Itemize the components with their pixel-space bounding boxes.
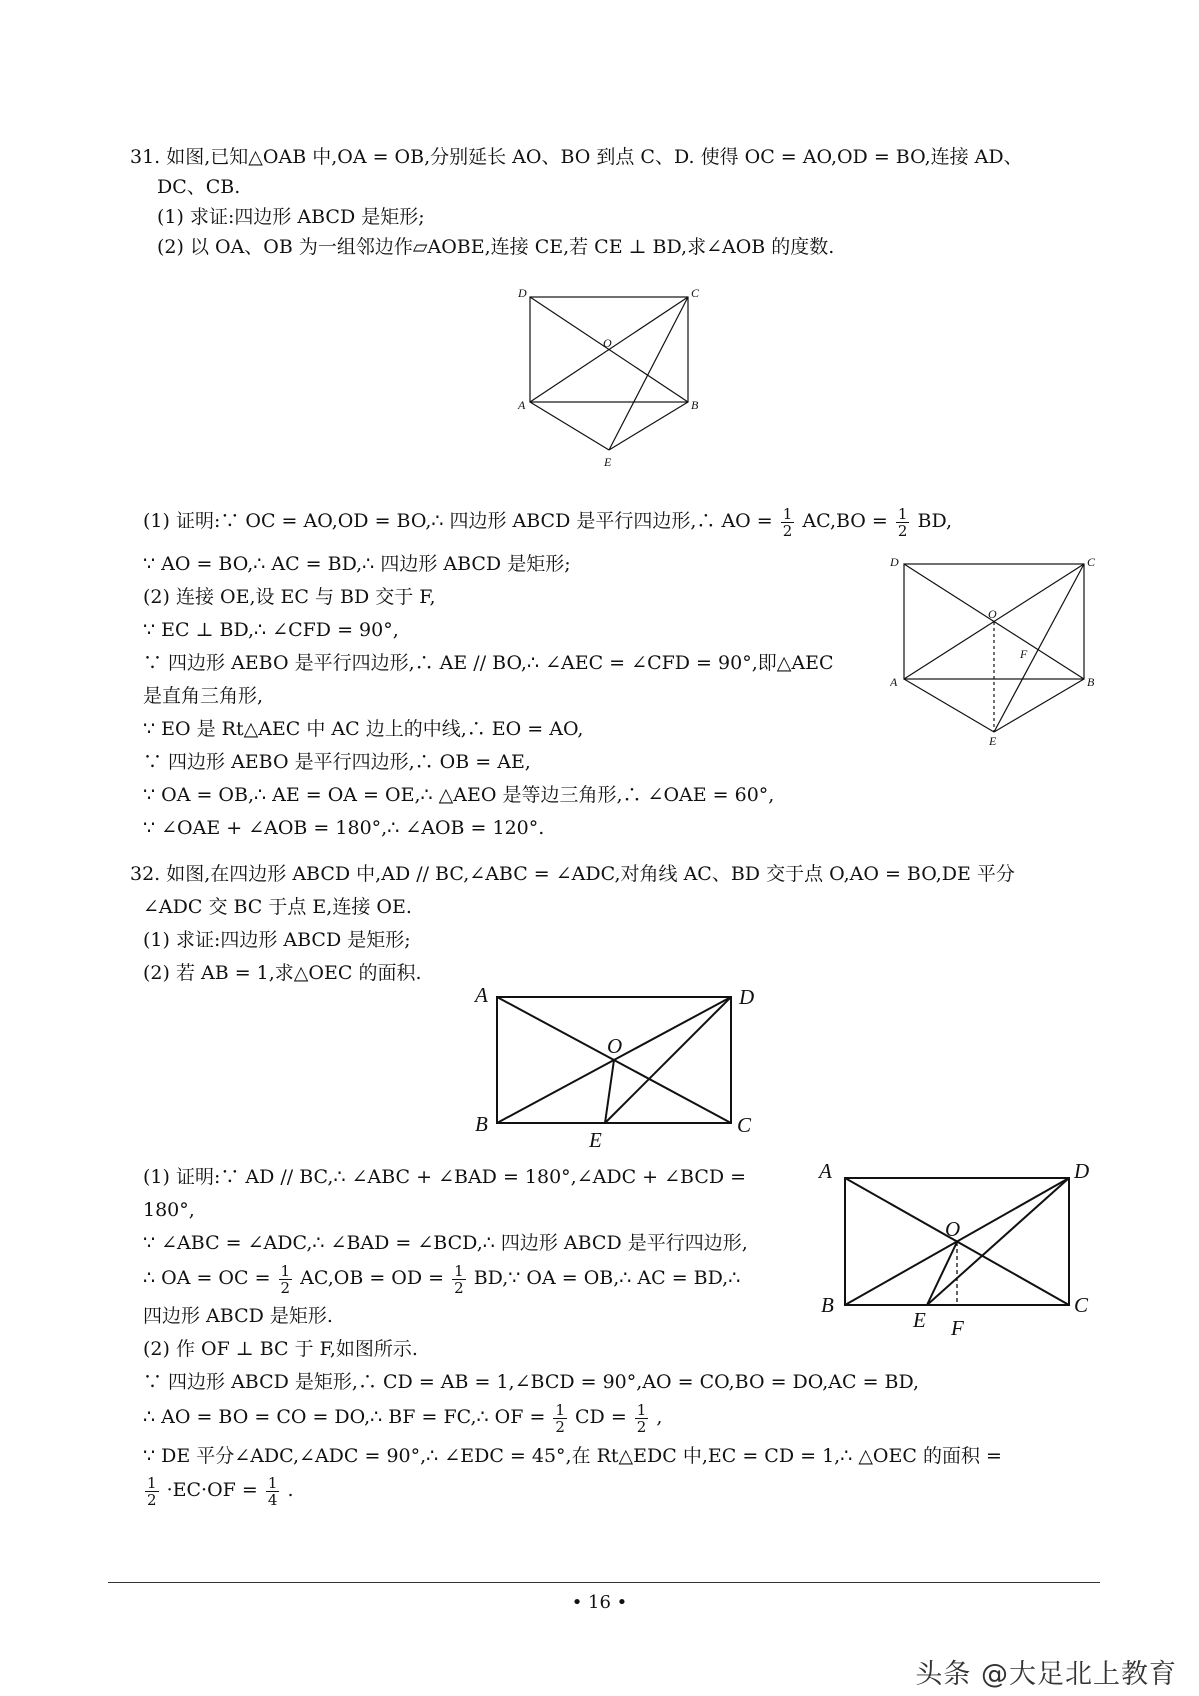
q32-sol-line1: (1) 证明:∵ AD // BC,∴ ∠ABC + ∠BAD = 180°,∠ADC + ∠BCD = [143,1166,747,1188]
q32-sol-line4 [143,1260,740,1296]
q32-sol-text: , [656,1406,663,1428]
q31-fraction-half: $\frac{1}{2}$ [782,504,793,540]
q31-solution-figure [890,552,1110,747]
q31-segment-ae [530,402,609,450]
q31s-segment-ae [904,679,994,732]
q32-sol-text: ∴ AO = BO = CO = DO,∴ BF = FC,∴ OF = [143,1406,546,1428]
q32-fraction-half: $\frac{1}{2}$ [147,1473,157,1509]
q31s-label-c: C [1087,555,1096,569]
q32-label-o: O [607,1034,623,1058]
q32-sol-text: CD = [575,1406,627,1428]
q32-sol-text: . [287,1479,294,1501]
q31-sol-line9: ∵ OA = OB,∴ AE = OA = OE,∴ △AEO 是等边三角形,∴ ∠OAE = 60°, [143,784,775,806]
q31-label-c: C [691,286,700,300]
q31-sol-line4: ∵ EC ⊥ BD,∴ ∠CFD = 90°, [143,619,399,641]
q31s-segment-ce [994,564,1084,732]
q32-segment-de [605,997,731,1123]
q32-fraction-half: $\frac{1}{2}$ [555,1400,565,1436]
q32-fraction-quarter: $\frac{1}{4}$ [267,1473,278,1509]
q32-label-a: A [475,985,488,1007]
q31s-label-b: B [1087,675,1095,689]
q32-stem-line2: ∠ADC 交 BC 于点 E,连接 OE. [143,896,412,918]
q32-sol-line6: (2) 作 OF ⊥ BC 于 F,如图所示. [143,1338,418,1360]
q31-label-e: E [604,455,612,469]
q31-label-o: O [603,336,612,350]
q32-label-c: C [737,1113,752,1137]
q31-sol-line6: 是直角三角形, [143,685,264,707]
q31-part1: (1) 求证:四边形 ABCD 是矩形; [157,206,425,228]
q32s-segment-de [927,1178,1069,1305]
q32-label-b: B [475,1112,488,1136]
q32-sol-line2: 180°, [143,1199,195,1221]
q32s-label-f: F [951,1316,964,1340]
q31-sol-text: AC,BO = [802,510,888,532]
q32s-label-o: O [945,1217,961,1241]
q32-label-d: D [739,985,755,1009]
q32-sol-line7: ∵ 四边形 ABCD 是矩形,∴ CD = AB = 1,∠BCD = 90°,AO = CO,BO = DO,AC = BD, [143,1371,920,1393]
q31-sol-line10: ∵ ∠OAE + ∠AOB = 180°,∴ ∠AOB = 120°. [143,817,545,839]
q32-segment-oe [605,1060,614,1123]
q32-figure [465,985,765,1155]
q32-sol-line10 [143,1472,294,1508]
watermark: 头条 @大足北上教育 [915,1659,1177,1690]
q32s-label-c: C [1074,1293,1089,1317]
q32s-segment-oe [927,1242,957,1305]
q32-sol-text: ·EC·OF = [166,1479,258,1501]
q32-label-e: E [589,1128,602,1152]
q32-sol-line8 [143,1399,662,1435]
q31-sol-line5: ∵ 四边形 AEBO 是平行四边形,∴ AE // BO,∴ ∠AEC = ∠CFD = 90°,即△AEC [143,652,834,674]
q31-label-a: A [518,398,526,412]
q31-sol-line8: ∵ 四边形 AEBO 是平行四边形,∴ OB = AE, [143,751,531,773]
q31-sol-text: (1) 证明:∵ OC = AO,OD = BO,∴ 四边形 ABCD 是平行四边形,∴ AO = [143,510,773,532]
q31-label-d: D [518,286,527,300]
q32-sol-line3: ∵ ∠ABC = ∠ADC,∴ ∠BAD = ∠BCD,∴ 四边形 ABCD 是平行四边形, [143,1232,748,1254]
q32s-label-d: D [1074,1160,1090,1183]
q31-sol-line7: ∵ EO 是 Rt△AEC 中 AC 边上的中线,∴ EO = AO, [143,718,584,740]
q31-stem-line2: DC、CB. [157,176,241,198]
q32-solution-figure [815,1160,1105,1345]
q31-sol-line2: ∵ AO = BO,∴ AC = BD,∴ 四边形 ABCD 是矩形; [143,553,571,575]
q32-part1: (1) 求证:四边形 ABCD 是矩形; [143,929,411,951]
q32s-label-e: E [913,1308,926,1332]
q31s-label-d: D [890,555,899,569]
q31s-label-e: E [989,734,997,747]
q32-fraction-half: $\frac{1}{2}$ [280,1261,291,1297]
q32-fraction-half: $\frac{1}{2}$ [636,1400,647,1436]
q31-sol-line1 [143,503,952,539]
q32-sol-text: BD,∵ OA = OB,∴ AC = BD,∴ [473,1267,741,1289]
q31-figure [515,285,735,475]
q31-sol-line3: (2) 连接 OE,设 EC 与 BD 交于 F, [143,586,436,608]
footer-divider [108,1582,1100,1583]
q31s-segment-be [994,679,1084,732]
q31-fraction-half: $\frac{1}{2}$ [897,504,908,540]
q32s-label-b: B [821,1293,834,1317]
q32-stem-line1: 32. 如图,在四边形 ABCD 中,AD // BC,∠ABC = ∠ADC,对角线 AC、BD 交于点 O,AO = BO,DE 平分 [130,863,1015,885]
q32-fraction-half: $\frac{1}{2}$ [454,1261,464,1297]
q32s-label-a: A [819,1160,832,1183]
q31s-label-o: O [988,607,997,621]
q32-sol-text: AC,OB = OD = [300,1267,445,1289]
q31-stem-line1: 31. 如图,已知△OAB 中,OA = OB,分别延长 AO、BO 到点 C、D. 使得 OC = AO,OD = BO,连接 AD、 [130,146,1023,168]
q32-part2: (2) 若 AB = 1,求△OEC 的面积. [143,962,422,984]
q31-segment-ce [609,297,688,450]
q31s-label-f: F [1020,647,1028,661]
q32-sol-line9: ∵ DE 平分∠ADC,∠ADC = 90°,∴ ∠EDC = 45°,在 Rt△EDC 中,EC = CD = 1,∴ △OEC 的面积 = [143,1445,1002,1467]
q32-sol-text: ∴ OA = OC = [143,1267,271,1289]
q31-sol-text: BD, [917,510,953,532]
page-number: • 16 • [571,1592,628,1613]
q31-part2: (2) 以 OA、OB 为一组邻边作▱AOBE,连接 CE,若 CE ⊥ BD,求∠AOB 的度数. [157,236,835,258]
q31-label-b: B [691,398,699,412]
q32-sol-line5: 四边形 ABCD 是矩形. [143,1305,333,1327]
q31s-label-a: A [890,675,898,689]
